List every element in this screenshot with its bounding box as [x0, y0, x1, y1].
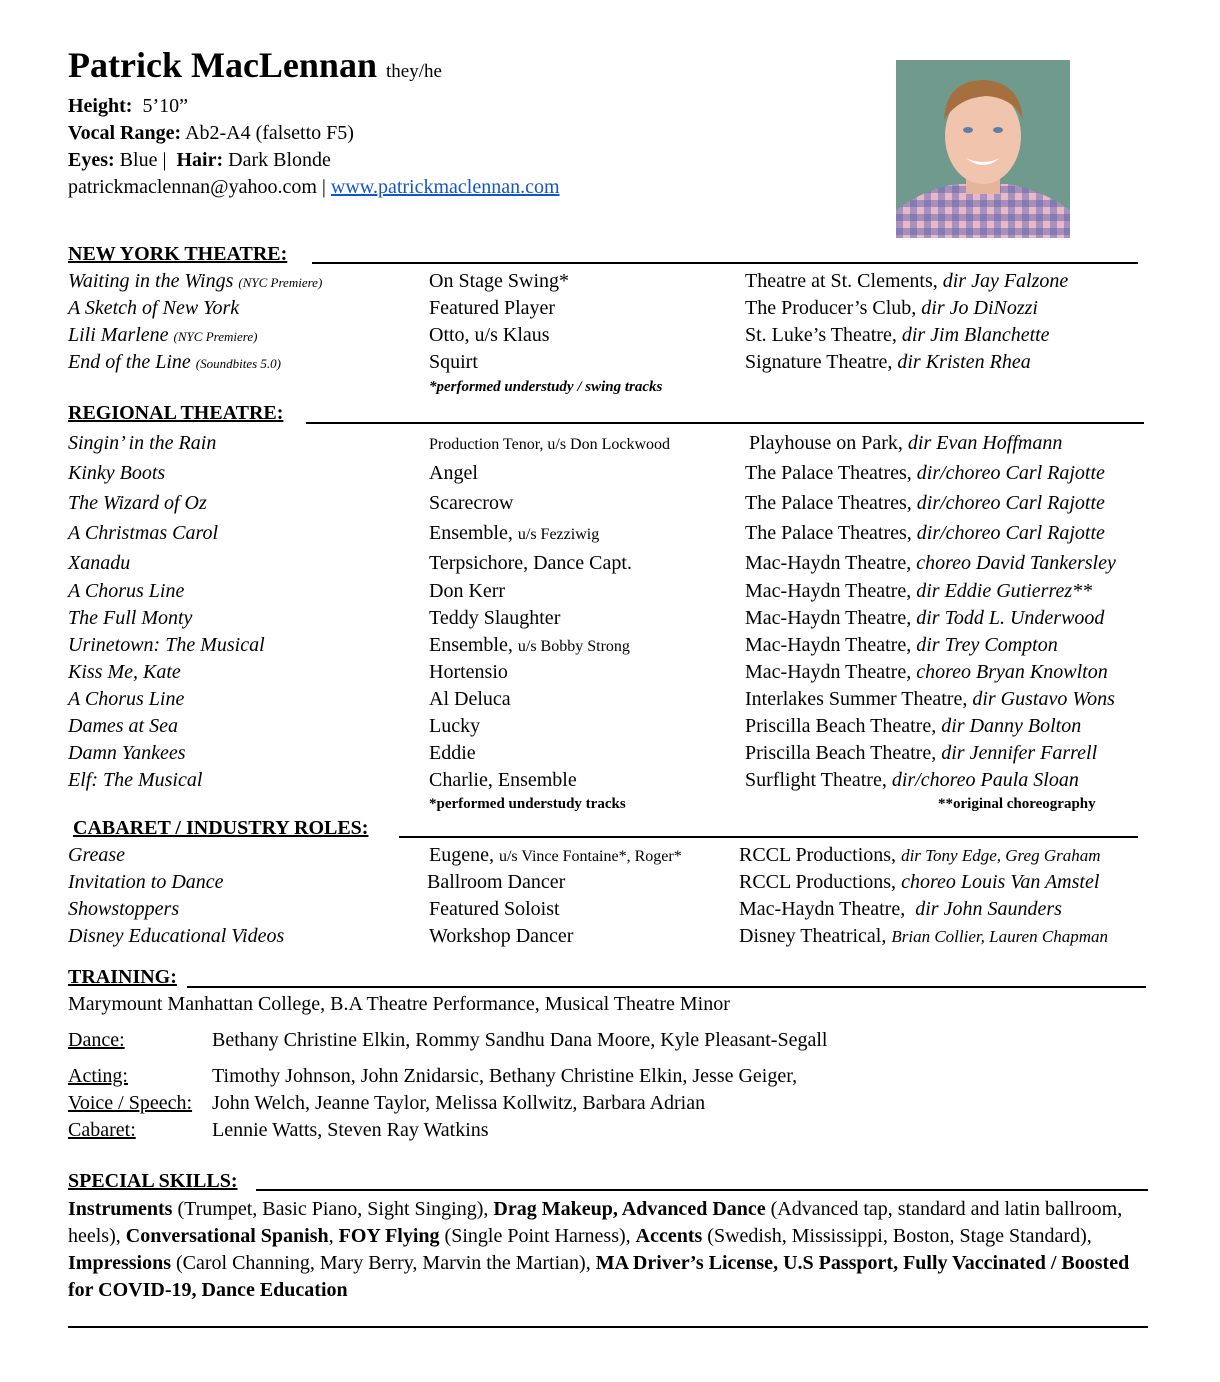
- regional-row-show: Kinky Boots: [68, 462, 166, 484]
- regional-row-venue: Mac-Haydn Theatre, dir Eddie Gutierrez**: [745, 580, 1093, 602]
- ny-row-venue: Signature Theatre, dir Kristen Rhea: [745, 351, 1031, 373]
- regional-footnote-right: **original choreography: [938, 796, 1096, 812]
- email[interactable]: patrickmaclennan@yahoo.com: [68, 176, 317, 198]
- regional-row-show: Elf: The Musical: [68, 769, 203, 791]
- resume-name: [68, 44, 442, 86]
- regional-row-venue: Mac-Haydn Theatre, choreo Bryan Knowlton: [745, 661, 1108, 683]
- training-heading-rule: [187, 986, 1146, 988]
- ny-heading-rule: [312, 262, 1138, 264]
- regional-row-show: The Wizard of Oz: [68, 492, 207, 514]
- regional-row-show: A Chorus Line: [68, 688, 185, 710]
- ny-row-show: A Sketch of New York: [68, 297, 240, 319]
- vocal-label: Vocal Range:: [68, 122, 182, 144]
- training-cabaret-value: Lennie Watts, Steven Ray Watkins: [212, 1119, 489, 1141]
- regional-row-show: Damn Yankees: [68, 742, 186, 764]
- eyes-label: Eyes:: [68, 149, 115, 171]
- regional-row-venue: Playhouse on Park, dir Evan Hoffmann: [749, 432, 1063, 454]
- ny-row-show: End of the Line (Soundbites 5.0): [68, 351, 281, 373]
- training-voice-label: Voice / Speech:: [68, 1092, 193, 1114]
- skills-heading-rule: [256, 1189, 1148, 1191]
- website-link[interactable]: www.patrickmaclennan.com: [330, 176, 560, 198]
- special-skills-text: Instruments (Trumpet, Basic Piano, Sight Singing), Drag Makeup, Advanced Dance (Advanced tap, standard and latin ballroom, heels), Conversational Spanish, FOY Flying (Single Point Harness), Accents (Swedish, Mississippi, Boston, Stage Standard), Impressions (Carol Channing, Mary Berry, Marvin the Martian), MA Driver’s License, U.S Passport, Fully Vaccinated / Boosted for COVID-19, Dance Education: [68, 1198, 1130, 1301]
- regional-row-venue: Priscilla Beach Theatre, dir Danny Bolton: [745, 715, 1082, 737]
- regional-row-venue: Interlakes Summer Theatre, dir Gustavo Wons: [745, 688, 1115, 710]
- training-acting-label: Acting:: [68, 1065, 128, 1087]
- regional-row-role: Charlie, Ensemble: [429, 769, 577, 791]
- cabaret-row-venue: RCCL Productions, choreo Louis Van Amstel: [739, 871, 1100, 893]
- cabaret-row-show: Invitation to Dance: [68, 871, 224, 893]
- bottom-rule: [68, 1326, 1148, 1328]
- training-heading: TRAINING:: [68, 966, 177, 988]
- regional-row-role: Ensemble, u/s Fezziwig: [429, 522, 600, 544]
- height-line: [68, 95, 188, 118]
- training-acting-value: Timothy Johnson, John Znidarsic, Bethany Christine Elkin, Jesse Geiger,: [212, 1065, 798, 1087]
- training-voice-value: John Welch, Jeanne Taylor, Melissa Kollwitz, Barbara Adrian: [212, 1092, 706, 1114]
- regional-row-role: Scarecrow: [429, 492, 514, 514]
- vocal-range-line: [68, 122, 354, 145]
- ny-row-venue: St. Luke’s Theatre, dir Jim Blanchette: [745, 324, 1050, 346]
- regional-row-role: Angel: [429, 462, 478, 484]
- eyes-hair-line: Eyes: Blue | Hair: Dark Blonde: [68, 149, 331, 171]
- cabaret-row-show: Grease: [68, 844, 126, 866]
- ny-row-role: Featured Player: [429, 297, 556, 319]
- regional-row-role: Al Deluca: [429, 688, 511, 710]
- pronouns: they/he: [385, 61, 442, 82]
- cabaret-row-role: Ballroom Dancer: [427, 871, 566, 893]
- training-cabaret-label: Cabaret:: [68, 1119, 136, 1141]
- cabaret-row-show: Showstoppers: [68, 898, 180, 920]
- regional-row-show: Kiss Me, Kate: [68, 661, 181, 683]
- cabaret-heading: CABARET / INDUSTRY ROLES:: [73, 817, 369, 839]
- eyes-value: Blue: [119, 149, 158, 171]
- regional-row-venue: Mac-Haydn Theatre, choreo David Tankersley: [745, 552, 1116, 574]
- hair-label: Hair:: [176, 149, 224, 171]
- ny-row-role: On Stage Swing*: [429, 270, 569, 292]
- regional-row-venue: Surflight Theatre, dir/choreo Paula Sloan: [745, 769, 1079, 791]
- regional-row-venue: The Palace Theatres, dir/choreo Carl Rajotte: [745, 492, 1105, 514]
- regional-row-venue: Priscilla Beach Theatre, dir Jennifer Farrell: [745, 742, 1098, 764]
- regional-row-venue: Mac-Haydn Theatre, dir Trey Compton: [745, 634, 1058, 656]
- cabaret-heading-rule: [399, 836, 1138, 838]
- regional-heading-rule: [306, 422, 1144, 424]
- cabaret-row-role: Featured Soloist: [429, 898, 560, 920]
- ny-footnote: *performed understudy / swing tracks: [429, 379, 663, 395]
- cabaret-row-venue: Disney Theatrical, Brian Collier, Lauren Chapman: [739, 925, 1108, 947]
- ny-row-venue: Theatre at St. Clements, dir Jay Falzone: [745, 270, 1069, 292]
- cabaret-row-show: Disney Educational Videos: [68, 925, 285, 947]
- regional-row-role: Production Tenor, u/s Don Lockwood: [429, 436, 671, 453]
- cabaret-row-venue: RCCL Productions, dir Tony Edge, Greg Graham: [739, 844, 1101, 866]
- regional-row-show: Urinetown: The Musical: [68, 634, 265, 656]
- regional-row-show: Xanadu: [68, 552, 131, 574]
- regional-row-venue: The Palace Theatres, dir/choreo Carl Rajotte: [745, 522, 1105, 544]
- regional-footnote-left: *performed understudy tracks: [429, 796, 626, 812]
- regional-theatre-heading: REGIONAL THEATRE:: [68, 402, 284, 424]
- height-label: Height:: [68, 95, 133, 117]
- ny-theatre-heading: NEW YORK THEATRE:: [68, 243, 288, 265]
- ny-row-role: Squirt: [429, 351, 478, 373]
- cabaret-row-venue: Mac-Haydn Theatre, dir John Saunders: [739, 898, 1062, 920]
- regional-row-venue: The Palace Theatres, dir/choreo Carl Rajotte: [745, 462, 1105, 484]
- training-dance-label: Dance:: [68, 1029, 125, 1051]
- vocal-value: Ab2-A4 (falsetto F5): [185, 122, 354, 144]
- contact-separator: |: [321, 176, 326, 198]
- regional-row-role: Teddy Slaughter: [429, 607, 561, 629]
- cabaret-row-role: Workshop Dancer: [429, 925, 574, 947]
- regional-row-show: A Chorus Line: [68, 580, 185, 602]
- regional-row-venue: Mac-Haydn Theatre, dir Todd L. Underwood: [745, 607, 1105, 629]
- ny-row-venue: The Producer’s Club, dir Jo DiNozzi: [745, 297, 1038, 319]
- special-skills-heading: SPECIAL SKILLS:: [68, 1170, 238, 1192]
- name-text: Patrick MacLennan: [68, 45, 377, 85]
- regional-row-role: Hortensio: [429, 661, 508, 683]
- hair-value: Dark Blonde: [228, 149, 331, 171]
- ny-row-show: Waiting in the Wings (NYC Premiere): [68, 270, 323, 292]
- headshot-photo: [896, 60, 1070, 238]
- contact-line: [68, 176, 560, 199]
- ny-row-role: Otto, u/s Klaus: [429, 324, 550, 346]
- regional-row-role: Terpsichore, Dance Capt.: [429, 552, 632, 574]
- regional-row-role: Eddie: [429, 742, 476, 764]
- training-college: Marymount Manhattan College, B.A Theatre Performance, Musical Theatre Minor: [68, 993, 730, 1015]
- ny-row-show: Lili Marlene (NYC Premiere): [68, 324, 258, 346]
- height-value: 5’10”: [142, 95, 188, 117]
- regional-row-role: Don Kerr: [429, 580, 506, 602]
- regional-row-role: Ensemble, u/s Bobby Strong: [429, 634, 630, 656]
- regional-row-show: The Full Monty: [68, 607, 193, 629]
- regional-row-role: Lucky: [429, 715, 481, 737]
- regional-row-show: Singin’ in the Rain: [68, 432, 217, 454]
- cabaret-row-role: Eugene, u/s Vince Fontaine*, Roger*: [429, 844, 682, 866]
- training-dance-value: Bethany Christine Elkin, Rommy Sandhu Dana Moore, Kyle Pleasant-Segall: [212, 1029, 828, 1051]
- regional-row-show: Dames at Sea: [68, 715, 178, 737]
- regional-row-show: A Christmas Carol: [68, 522, 219, 544]
